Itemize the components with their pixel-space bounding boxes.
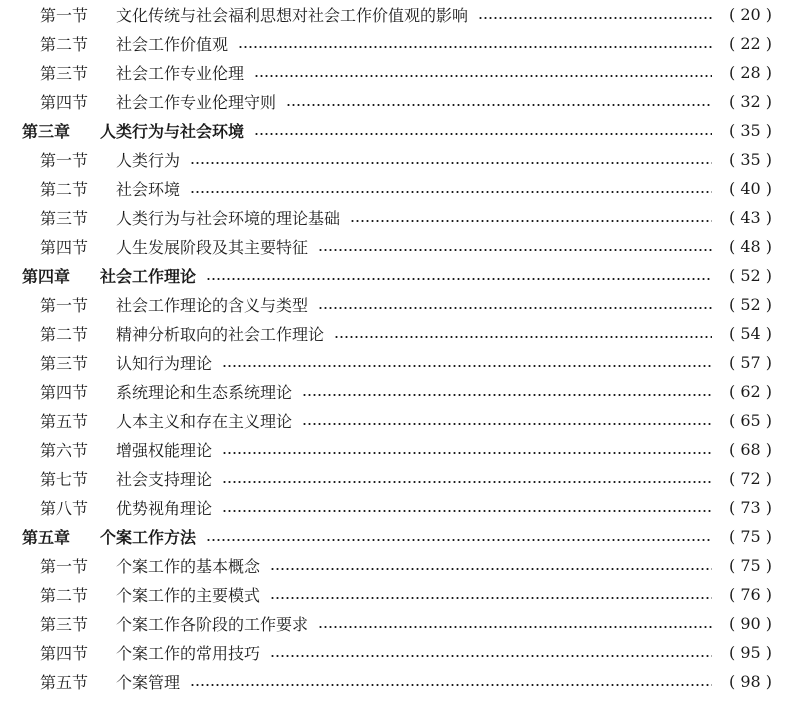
entry-page-number: ( 72 )	[728, 469, 772, 488]
entry-title: 认知行为理论	[116, 354, 213, 373]
entry-page-number: ( 73 )	[728, 498, 772, 517]
toc-entry[interactable]	[0, 87, 790, 116]
dot-leader	[206, 539, 712, 541]
entry-number: 第四节	[40, 383, 89, 402]
toc-entry[interactable]	[0, 29, 790, 58]
chapter-title: 社会工作理论	[100, 267, 197, 286]
toc-entry[interactable]	[0, 580, 790, 609]
toc-entry[interactable]	[0, 232, 790, 261]
entry-number: 第六节	[40, 441, 89, 460]
entry-number: 第二节	[40, 325, 89, 344]
dot-leader	[478, 17, 712, 19]
toc-entry[interactable]	[0, 174, 790, 203]
entry-title: 增强权能理论	[116, 441, 213, 460]
dot-leader	[222, 365, 712, 367]
dot-leader	[206, 278, 712, 280]
dot-leader	[254, 133, 712, 135]
entry-number: 第二节	[40, 180, 89, 199]
chapter-number: 第四章	[22, 267, 71, 286]
toc-entry[interactable]	[0, 290, 790, 319]
entry-number: 第一节	[40, 151, 89, 170]
entry-number: 第二节	[40, 586, 89, 605]
dot-leader	[254, 75, 712, 77]
toc-entry[interactable]	[0, 464, 790, 493]
dot-leader	[222, 481, 712, 483]
entry-number: 第四节	[40, 93, 89, 112]
dot-leader	[334, 336, 712, 338]
entry-number: 第五节	[40, 673, 89, 692]
entry-title: 社会工作专业伦理守则	[116, 93, 277, 112]
entry-number: 第四节	[40, 238, 89, 257]
chapter-number: 第五章	[22, 528, 71, 547]
dot-leader	[302, 394, 712, 396]
toc-chapter-entry[interactable]	[0, 261, 790, 290]
entry-page-number: ( 95 )	[728, 643, 772, 662]
entry-title: 优势视角理论	[116, 499, 213, 518]
entry-page-number: ( 62 )	[728, 382, 772, 401]
dot-leader	[318, 307, 712, 309]
entry-number: 第五节	[40, 412, 89, 431]
entry-page-number: ( 90 )	[728, 614, 772, 633]
toc-entry[interactable]	[0, 551, 790, 580]
entry-title: 人类行为与社会环境的理论基础	[116, 209, 341, 228]
toc-entry[interactable]	[0, 58, 790, 87]
entry-page-number: ( 48 )	[728, 237, 772, 256]
entry-title: 文化传统与社会福利思想对社会工作价值观的影响	[116, 6, 469, 25]
dot-leader	[350, 220, 712, 222]
toc-chapter-entry[interactable]	[0, 522, 790, 551]
entry-number: 第八节	[40, 499, 89, 518]
chapter-number: 第三章	[22, 122, 71, 141]
toc-entry[interactable]	[0, 145, 790, 174]
toc-entry[interactable]	[0, 667, 790, 696]
toc-entry[interactable]	[0, 203, 790, 232]
entry-page-number: ( 57 )	[728, 353, 772, 372]
toc-chapter-entry[interactable]	[0, 116, 790, 145]
dot-leader	[302, 423, 712, 425]
dot-leader	[190, 684, 712, 686]
entry-page-number: ( 52 )	[728, 295, 772, 314]
dot-leader	[318, 249, 712, 251]
entry-title: 系统理论和生态系统理论	[116, 383, 293, 402]
entry-page-number: ( 52 )	[728, 266, 772, 285]
entry-page-number: ( 43 )	[728, 208, 772, 227]
entry-number: 第三节	[40, 354, 89, 373]
toc-entry[interactable]	[0, 377, 790, 406]
entry-page-number: ( 20 )	[728, 5, 772, 24]
entry-title: 人本主义和存在主义理论	[116, 412, 293, 431]
toc-entry[interactable]	[0, 0, 790, 29]
entry-title: 个案管理	[116, 673, 181, 692]
entry-title: 社会工作价值观	[116, 35, 229, 54]
entry-page-number: ( 54 )	[728, 324, 772, 343]
entry-number: 第二节	[40, 35, 89, 54]
dot-leader	[270, 568, 712, 570]
entry-number: 第七节	[40, 470, 89, 489]
entry-number: 第三节	[40, 615, 89, 634]
entry-page-number: ( 98 )	[728, 672, 772, 691]
entry-page-number: ( 76 )	[728, 585, 772, 604]
entry-number: 第一节	[40, 296, 89, 315]
dot-leader	[222, 510, 712, 512]
chapter-title: 人类行为与社会环境	[100, 122, 245, 141]
entry-page-number: ( 35 )	[728, 150, 772, 169]
toc-entry[interactable]	[0, 435, 790, 464]
toc-entry[interactable]	[0, 638, 790, 667]
entry-page-number: ( 28 )	[728, 63, 772, 82]
toc-entry[interactable]	[0, 493, 790, 522]
entry-page-number: ( 22 )	[728, 34, 772, 53]
toc-entry[interactable]	[0, 406, 790, 435]
dot-leader	[286, 104, 712, 106]
entry-page-number: ( 75 )	[728, 527, 772, 546]
entry-number: 第三节	[40, 64, 89, 83]
entry-title: 社会工作理论的含义与类型	[116, 296, 309, 315]
entry-title: 社会工作专业伦理	[116, 64, 245, 83]
dot-leader	[190, 191, 712, 193]
entry-page-number: ( 68 )	[728, 440, 772, 459]
dot-leader	[318, 626, 712, 628]
entry-number: 第四节	[40, 644, 89, 663]
dot-leader	[190, 162, 712, 164]
entry-title: 社会支持理论	[116, 470, 213, 489]
entry-page-number: ( 75 )	[728, 556, 772, 575]
dot-leader	[270, 597, 712, 599]
entry-title: 精神分析取向的社会工作理论	[116, 325, 325, 344]
entry-title: 个案工作各阶段的工作要求	[116, 615, 309, 634]
entry-page-number: ( 32 )	[728, 92, 772, 111]
entry-number: 第一节	[40, 6, 89, 25]
entry-page-number: ( 40 )	[728, 179, 772, 198]
entry-page-number: ( 65 )	[728, 411, 772, 430]
entry-number: 第一节	[40, 557, 89, 576]
entry-page-number: ( 35 )	[728, 121, 772, 140]
entry-title: 个案工作的主要模式	[116, 586, 261, 605]
dot-leader	[270, 655, 712, 657]
entry-title: 人生发展阶段及其主要特征	[116, 238, 309, 257]
dot-leader	[238, 46, 712, 48]
toc-entry[interactable]	[0, 609, 790, 638]
entry-title: 个案工作的常用技巧	[116, 644, 261, 663]
entry-title: 人类行为	[116, 151, 181, 170]
entry-number: 第三节	[40, 209, 89, 228]
chapter-title: 个案工作方法	[100, 528, 197, 547]
toc-entry[interactable]	[0, 348, 790, 377]
toc-entry[interactable]	[0, 319, 790, 348]
entry-title: 社会环境	[116, 180, 181, 199]
entry-title: 个案工作的基本概念	[116, 557, 261, 576]
dot-leader	[222, 452, 712, 454]
